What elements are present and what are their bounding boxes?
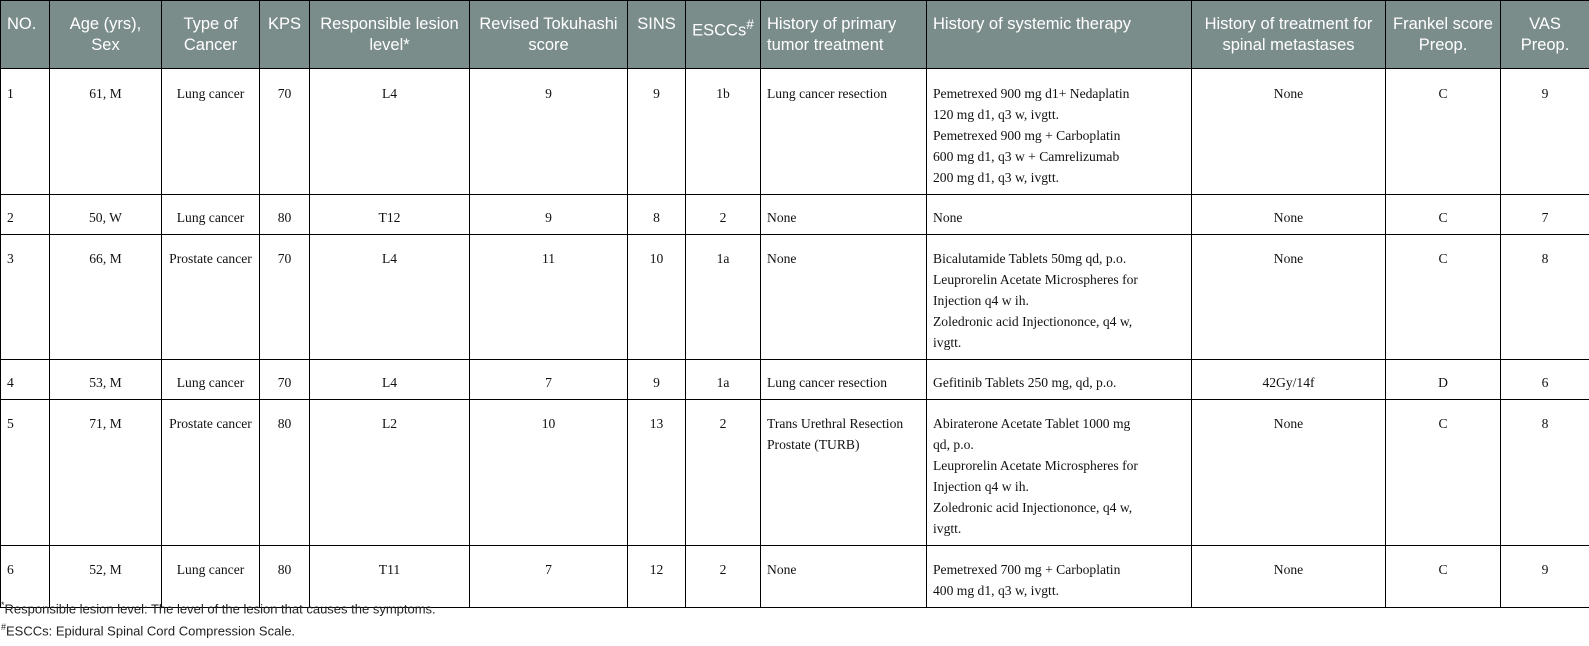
header-primary-treatment: History of primary tumor treatment [761,1,927,69]
footnote-text: ESCCs: Epidural Spinal Cord Compression Scale. [6,623,296,639]
therapy-line: Bicalutamide Tablets 50mg qd, p.o. [933,251,1127,266]
cell-vas: 9 [1501,69,1589,195]
cell-cancer-type: Lung cancer [162,195,260,235]
cell-no: 4 [1,360,50,400]
cell-tokuhashi: 7 [470,546,628,608]
cell-kps: 80 [260,400,310,546]
cell-vas: 8 [1501,235,1589,360]
cell-frankel: C [1386,546,1501,608]
cell-spinal-treatment: None [1192,546,1386,608]
cell-primary-treatment: Lung cancer resection [761,69,927,195]
header-tokuhashi: Revised Tokuhashi score [470,1,628,69]
cell-tokuhashi: 9 [470,69,628,195]
cell-spinal-treatment: None [1192,195,1386,235]
table-row [1,235,1589,360]
cell-systemic-therapy [927,69,1192,195]
header-kps: KPS [260,1,310,69]
cell-no: 5 [1,400,50,546]
cell-no: 3 [1,235,50,360]
cell-esccs: 1b [686,69,761,195]
cell-primary-treatment: None [761,195,927,235]
cell-sins: 8 [628,195,686,235]
cell-spinal-treatment: None [1192,400,1386,546]
cell-age-sex: 66, M [50,235,162,360]
therapy-line: Zoledronic acid Injectiononce, q4 w, [933,500,1133,515]
cell-systemic-therapy [927,546,1192,608]
cell-tokuhashi: 7 [470,360,628,400]
cell-no: 6 [1,546,50,608]
cell-esccs: 2 [686,195,761,235]
table-header [1,1,1589,69]
cell-cancer-type: Lung cancer [162,546,260,608]
cell-sins: 10 [628,235,686,360]
cell-kps: 80 [260,546,310,608]
cell-lesion-level: L4 [310,235,470,360]
cell-kps: 70 [260,360,310,400]
header-sins: SINS [628,1,686,69]
cell-frankel: C [1386,235,1501,360]
cell-lesion-level: L2 [310,400,470,546]
header-age-sex: Age (yrs), Sex [50,1,162,69]
cell-age-sex: 52, M [50,546,162,608]
cell-cancer-type: Prostate cancer [162,235,260,360]
therapy-line: 600 mg d1, q3 w + Camrelizumab [933,149,1120,164]
footnote-lesion-level [1,600,436,616]
cell-vas: 9 [1501,546,1589,608]
header-esccs-mark: # [746,17,754,32]
cell-lesion-level: L4 [310,69,470,195]
header-row [1,1,1589,69]
footnote-text: Responsible lesion level: The level of the lesion that causes the symptoms. [4,601,436,617]
cell-no: 2 [1,195,50,235]
therapy-line: Pemetrexed 700 mg + Carboplatin [933,562,1121,577]
table-row [1,360,1589,400]
therapy-line: 400 mg d1, q3 w, ivgtt. [933,583,1059,598]
cell-age-sex: 71, M [50,400,162,546]
cell-vas: 7 [1501,195,1589,235]
cell-cancer-type: Prostate cancer [162,400,260,546]
cell-vas: 6 [1501,360,1589,400]
cell-age-sex: 53, M [50,360,162,400]
footnote-esccs [1,622,295,638]
header-cancer-type: Type of Cancer [162,1,260,69]
cell-sins: 13 [628,400,686,546]
cell-vas: 8 [1501,400,1589,546]
cell-spinal-treatment: None [1192,69,1386,195]
therapy-line: None [933,210,963,225]
therapy-line: Gefitinib Tablets 250 mg, qd, p.o. [933,375,1117,390]
therapy-line: qd, p.o. [933,437,974,452]
table-row [1,546,1589,608]
cell-primary-treatment: None [761,546,927,608]
therapy-line: Leuprorelin Acetate Microspheres for [933,458,1138,473]
table-body [1,69,1589,608]
therapy-line: Abiraterone Acetate Tablet 1000 mg [933,416,1131,431]
header-spinal-treatment: History of treatment for spinal metastases [1192,1,1386,69]
therapy-line: ivgtt. [933,521,962,536]
cell-spinal-treatment: None [1192,235,1386,360]
cell-primary-treatment: None [761,235,927,360]
cell-lesion-level: T11 [310,546,470,608]
cell-esccs: 2 [686,546,761,608]
cell-kps: 70 [260,235,310,360]
cell-frankel: C [1386,195,1501,235]
cell-cancer-type: Lung cancer [162,360,260,400]
cell-systemic-therapy [927,235,1192,360]
cell-sins: 9 [628,69,686,195]
header-systemic-therapy: History of systemic therapy [927,1,1192,69]
cell-frankel: C [1386,69,1501,195]
cell-lesion-level: L4 [310,360,470,400]
cell-esccs: 2 [686,400,761,546]
cell-tokuhashi: 9 [470,195,628,235]
cell-primary-treatment: Lung cancer resection [761,360,927,400]
cell-age-sex: 61, M [50,69,162,195]
cell-spinal-treatment: 42Gy/14f [1192,360,1386,400]
therapy-line: Pemetrexed 900 mg d1+ Nedaplatin [933,86,1130,101]
cell-systemic-therapy [927,360,1192,400]
footnote-mark-asterisk: * [1,600,5,610]
header-no: NO. [1,1,50,69]
cell-lesion-level: T12 [310,195,470,235]
footnote-mark-hash: # [1,622,7,632]
cell-systemic-therapy [927,400,1192,546]
cell-systemic-therapy [927,195,1192,235]
cell-primary-treatment: Trans Urethral Resection Prostate (TURB) [761,400,927,546]
therapy-line: Pemetrexed 900 mg + Carboplatin [933,128,1121,143]
header-lesion-level: Responsible lesion level* [310,1,470,69]
table-row [1,69,1589,195]
cell-tokuhashi: 10 [470,400,628,546]
therapy-line: 200 mg d1, q3 w, ivgtt. [933,170,1059,185]
therapy-line: Injection q4 w ih. [933,479,1029,494]
cell-esccs: 1a [686,360,761,400]
cell-sins: 9 [628,360,686,400]
therapy-line: Injection q4 w ih. [933,293,1029,308]
cell-sins: 12 [628,546,686,608]
therapy-line: Leuprorelin Acetate Microspheres for [933,272,1138,287]
header-vas: VAS Preop. [1501,1,1589,69]
cell-esccs: 1a [686,235,761,360]
therapy-line: 120 mg d1, q3 w, ivgtt. [933,107,1059,122]
cell-frankel: D [1386,360,1501,400]
cell-cancer-type: Lung cancer [162,69,260,195]
cell-kps: 80 [260,195,310,235]
cell-tokuhashi: 11 [470,235,628,360]
table-row [1,195,1589,235]
header-frankel: Frankel score Preop. [1386,1,1501,69]
cell-frankel: C [1386,400,1501,546]
cell-no: 1 [1,69,50,195]
cell-kps: 70 [260,69,310,195]
header-esccs [686,1,761,69]
cell-age-sex: 50, W [50,195,162,235]
table-row [1,400,1589,546]
therapy-line: Zoledronic acid Injectiononce, q4 w, [933,314,1133,329]
header-esccs-label: ESCCs [692,21,747,40]
therapy-line: ivgtt. [933,335,962,350]
